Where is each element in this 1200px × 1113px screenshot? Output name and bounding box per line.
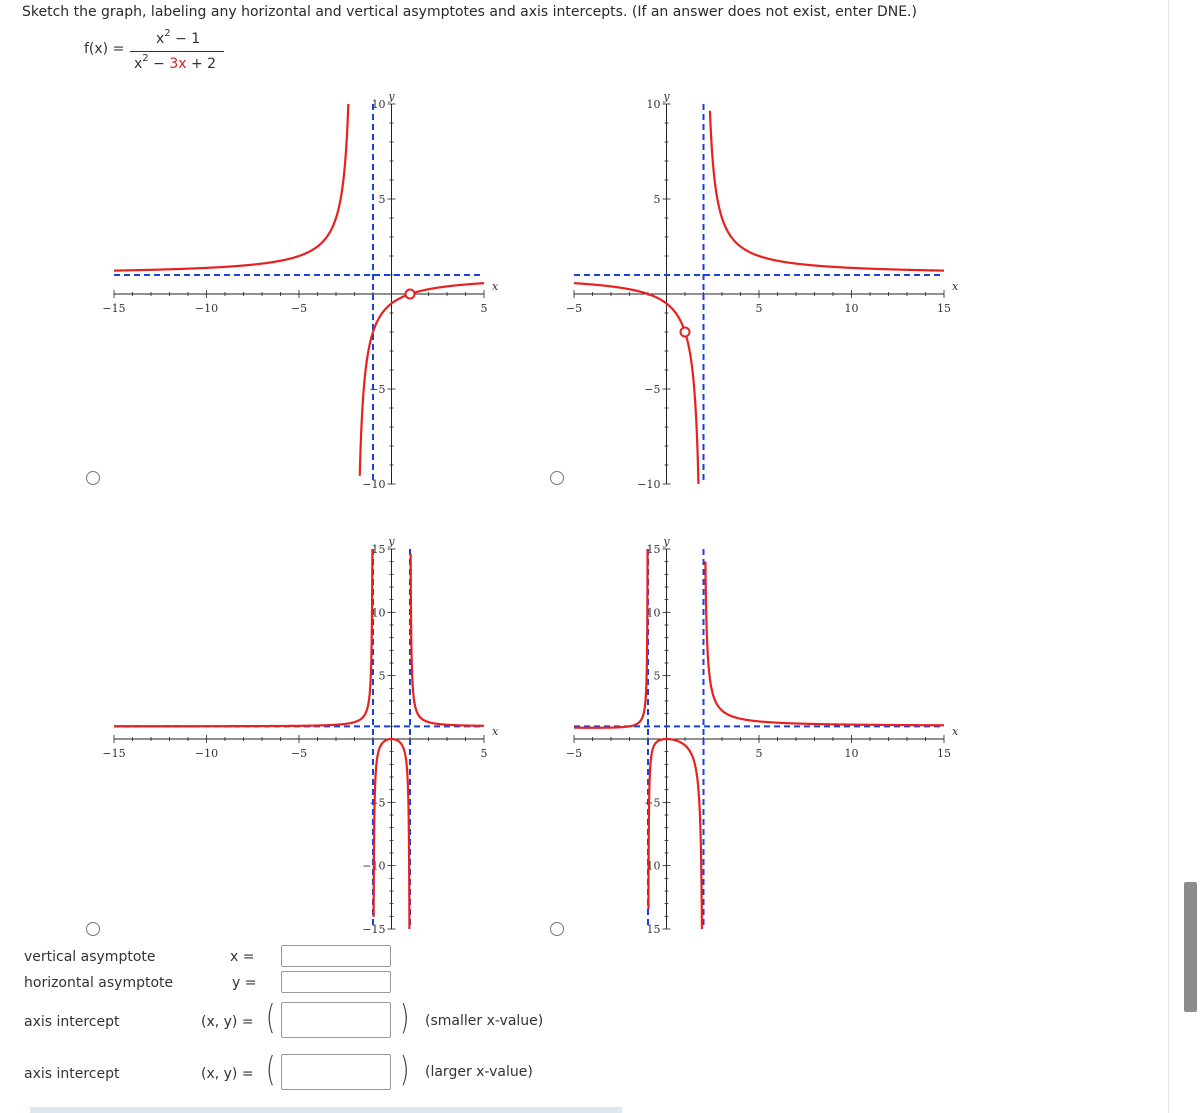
y-tick-label: −10 [362,478,386,490]
vertical-asymptote-eq: x = [230,949,255,965]
hole-marker [681,328,690,337]
horizontal-asymptote-input[interactable] [281,971,391,993]
axis-intercept-2-label: axis intercept [24,1066,120,1082]
y-axis-name: y [663,535,670,548]
x-tick-label: 10 [844,747,859,760]
bottom-panel-edge [30,1107,622,1113]
y-tick-label: 10 [371,98,386,111]
axis-intercept-2-input[interactable] [281,1054,391,1090]
vertical-asymptote-label: vertical asymptote [24,949,156,965]
curve-branch [114,549,372,726]
y-tick-label: −15 [362,923,386,935]
horizontal-asymptote-label: horizontal asymptote [24,975,174,991]
y-tick-label: −10 [637,478,661,490]
axis-intercept-1-eq: (x, y) = [201,1014,254,1030]
y-tick-label: 5 [378,669,386,683]
x-tick-label: 5 [480,302,488,315]
x-tick-label: −5 [565,302,583,315]
radio-choice-a[interactable] [86,471,100,485]
y-tick-label: 10 [371,606,386,620]
y-tick-label: −5 [644,383,661,396]
x-tick-label: −5 [290,302,308,315]
x-tick-label: −10 [194,747,219,760]
curve-branch [114,104,373,476]
hole-marker [406,290,415,299]
curve-branch [411,554,484,726]
y-axis-name: y [388,535,395,548]
axis-intercept-2-close-paren: ) [399,1050,410,1090]
x-tick-label: 5 [755,747,763,760]
graph-choice-a [100,90,520,494]
y-tick-label: 10 [646,606,661,620]
panel-divider [1168,0,1169,1113]
y-tick-label: 15 [371,543,386,556]
numerator-rest: − 1 [170,31,201,47]
denominator-base: x [134,56,143,72]
horizontal-asymptote-eq: y = [232,975,257,991]
curve-branch [705,561,944,725]
curve-branch [710,111,944,271]
y-axis-name: y [663,90,670,103]
fraction-bar [130,51,224,52]
x-axis-name: x [952,280,959,293]
numerator-exponent: 2 [164,28,171,39]
y-tick-label: 15 [646,543,661,556]
curve-branch [373,283,484,332]
x-tick-label: −10 [194,302,219,315]
x-tick-label: −15 [102,302,126,315]
x-tick-label: 10 [844,302,859,315]
curve-branch [648,739,702,929]
function-numerator [156,28,201,47]
axis-intercept-1-input[interactable] [281,1002,391,1038]
radio-choice-b[interactable] [550,471,564,485]
axis-intercept-2-eq: (x, y) = [201,1066,254,1082]
radio-choice-d[interactable] [550,922,564,936]
graph-choice-c [100,535,520,939]
axis-intercept-2-open-paren: ( [265,1050,276,1090]
x-tick-label: 15 [937,302,951,315]
graph-choice-d [560,535,970,939]
graph-c-svg [100,535,520,935]
radio-choice-c[interactable] [86,922,100,936]
axis-intercept-1-close-paren: ) [399,998,410,1038]
curve-branch [574,549,648,728]
denominator-exponent: 2 [142,53,149,64]
vertical-asymptote-input[interactable] [281,945,391,967]
denominator-rest: + 2 [186,56,217,72]
axis-intercept-1-label: axis intercept [24,1014,120,1030]
y-tick-label: 15 [646,923,661,935]
graph-b-svg [560,90,970,490]
page-scrollbar[interactable] [1184,882,1197,1012]
y-tick-label: −5 [369,383,386,396]
y-tick-label: −10 [362,859,386,873]
curve-branch [574,283,698,484]
x-axis-name: x [492,280,499,293]
numerator-base: x [156,31,165,47]
axis-intercept-1-open-paren: ( [265,998,276,1038]
axis-intercept-2-hint: (larger x-value) [425,1064,533,1080]
x-axis-name: x [492,725,499,738]
y-axis-name: y [388,90,395,103]
y-tick-label: 5 [378,193,386,206]
x-tick-label: 15 [937,747,951,760]
instructions-text: Sketch the graph, labeling any horizontal and vertical asymptotes and axis intercepts. (If an answer does not exist, enter DNE.) [22,4,917,20]
function-denominator [134,53,217,72]
graph-d-svg [560,535,970,935]
y-tick-label: −5 [369,796,386,810]
graph-choice-b [560,90,970,494]
y-tick-label: 5 [653,193,661,206]
x-tick-label: 5 [480,747,488,760]
y-tick-label: −5 [644,796,661,810]
y-tick-label: 10 [646,98,661,111]
denominator-minus: − [148,56,170,72]
x-tick-label: −5 [565,747,583,760]
axis-intercept-1-hint: (smaller x-value) [425,1013,544,1029]
function-label: f(x) = [84,41,125,57]
x-axis-name: x [952,725,959,738]
y-tick-label: 10 [646,859,661,873]
denominator-highlight: 3x [169,56,187,72]
x-tick-label: −5 [290,747,308,760]
y-tick-label: 5 [653,669,661,683]
x-tick-label: 5 [755,302,763,315]
x-tick-label: −15 [102,747,126,760]
graph-a-svg [100,90,520,490]
